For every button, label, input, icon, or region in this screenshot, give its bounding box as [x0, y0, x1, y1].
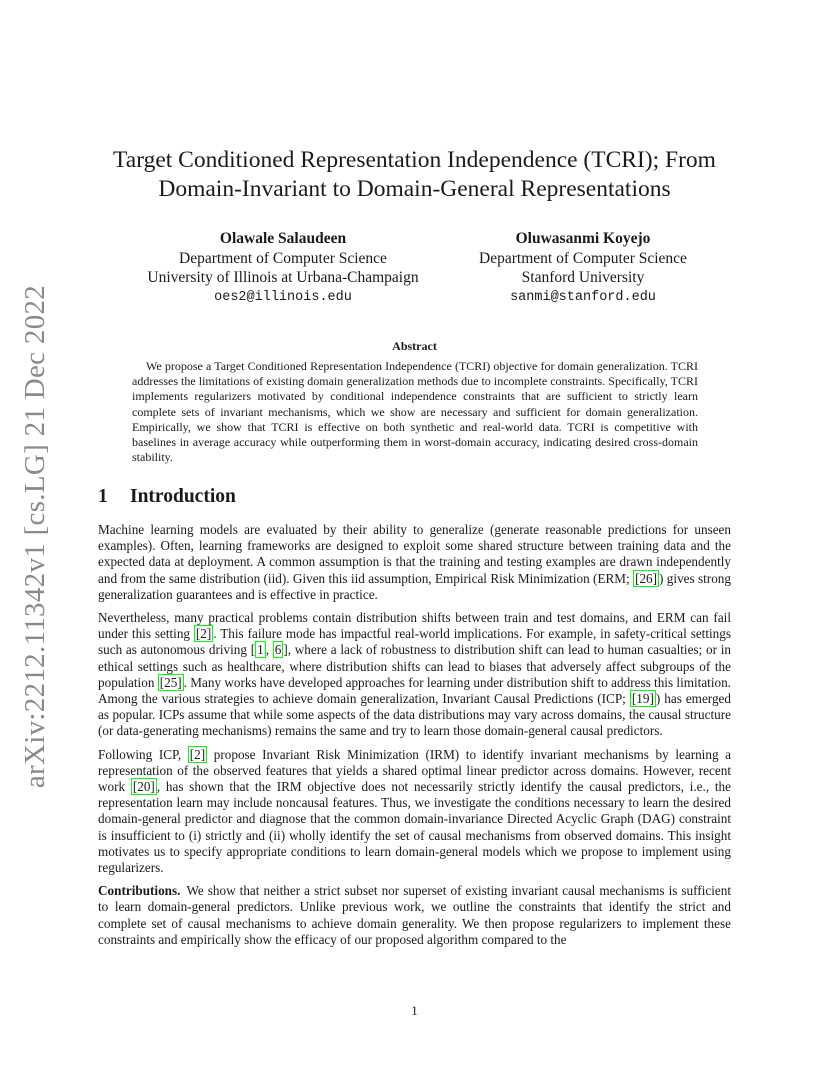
author-name: Olawale Salaudeen	[219, 230, 347, 247]
page-number: 1	[411, 1003, 418, 1018]
author-name: Oluwasanmi Koyejo	[515, 230, 651, 247]
author-department: Department of Computer Science	[479, 249, 687, 267]
paragraph-3	[98, 747, 731, 877]
title-line-1: Target Conditioned Representation Independence (TCRI); From	[113, 147, 716, 173]
author-1	[123, 229, 443, 307]
paragraph-lead: Contributions.	[98, 883, 181, 899]
paragraph-4	[98, 883, 731, 948]
author-email[interactable]: oes2@illinois.edu	[214, 289, 352, 305]
text-run: Machine learning models are evaluated by their ability to generalize (generate reasonable predictions for unseen examples). Often, learning frameworks are designed to exploit some shared structure between training data and the expected data at deployment. A common assumption is that the training and testing examples are drawn independently and from the same distribution (iid). Given this iid assumption, Empirical Risk Minimization (ERM;	[98, 522, 731, 586]
text-run: We show that neither a strict subset nor superset of existing invariant causal mechanisms is sufficient to learn domain-general predictors. Unlike previous work, we outline the constraints that identify the strict and complete set of causal mechanisms to achieve domain generality. We then propose regularizers to implement these constraints and empirically show the efficacy of our proposed algorithm compared to the	[98, 883, 731, 947]
text-run: . This failure mode has impactful real-world implications. For example, in safety-critical settings such as autonomous driving [	[98, 626, 731, 658]
paper-title	[88, 146, 741, 204]
citation-link[interactable]: 6	[274, 642, 282, 658]
arxiv-stamp-text: arXiv:2212.11342v1 [cs.LG] 21 Dec 2022	[19, 284, 52, 788]
paragraph-2	[98, 610, 731, 740]
section-number: 1	[98, 486, 108, 507]
citation-link[interactable]: [25]	[159, 674, 182, 690]
abstract-body: We propose a Target Conditioned Representation Independence (TCRI) objective for domain generalization. TCRI addresses the limitations of existing domain generalization methods due to incomplete constraints. Specifically, TCRI implements regularizers motivated by conditional independence constraints that are sufficient to strictly learn complete sets of invariant mechanisms, which we show are necessary and sufficient for domain generalization. Empirically, we show that TCRI is effective on both synthetic and real-world data. TCRI is competitive with baselines in average accuracy while outperforming them in worst-domain accuracy, indicating desired cross-domain stability.	[132, 359, 698, 465]
text-run: ) gives strong generalization guarantees and is effective in practice.	[98, 570, 731, 602]
text-run: ) has emerged as popular. ICPs assume that while some aspects of the data distributions may vary across domains, the causal structure (or data-generating mechanisms) remains the same and try to learn those domain-general causal predictors.	[98, 691, 731, 739]
introduction-body	[98, 522, 731, 955]
citation-link[interactable]: [26]	[635, 570, 658, 586]
citation-link[interactable]: [19]	[631, 691, 654, 707]
citation-link[interactable]: [2]	[189, 746, 206, 762]
arxiv-identifier-stamp	[14, 0, 58, 1072]
author-2	[453, 229, 713, 307]
author-department: Department of Computer Science	[179, 249, 387, 267]
text-run: , has shown that the IRM objective does not necessarily strictly identify the causal predictors, i.e., the representation learn may include noncausal features. Thus, we investigate the conditions necessary to learn the desired domain-general predictor and diagnose that the common domain-invariance Directed Acyclic Graph (DAG) constraint is insufficient to (i) strictly and (ii) wholly identify the set of causal mechanisms from observed domains. This insight motivates us to specify appropriate conditions to learn domain-general models which we propose to implement using regularizers.	[98, 779, 731, 876]
citation-link[interactable]: [20]	[132, 779, 155, 795]
text-run: Following ICP,	[98, 746, 188, 762]
paragraph-1	[98, 522, 731, 603]
section-heading	[98, 486, 236, 508]
abstract-heading: Abstract	[392, 339, 437, 353]
text-run: . Many works have developed approaches for learning under distribution shift to address this limitation. Among the various strategies to achieve domain generalization, Invariant Causal Predictions (ICP;	[98, 674, 731, 707]
section-title: Introduction	[130, 486, 236, 507]
title-line-2: Domain-Invariant to Domain-General Representations	[158, 176, 671, 202]
text-run: propose Invariant Risk Minimization (IRM) to identify invariant mechanisms by learning a representation of the observed features that yields a shared optimal linear predictor across domains. However, recent work	[98, 746, 731, 795]
text-run: Nevertheless, many practical problems contain distribution shifts between train and test domains, and ERM can fail under this setting	[98, 610, 731, 642]
author-affiliation: University of Illinois at Urbana-Champaign	[147, 269, 419, 286]
citation-link[interactable]: [2]	[195, 626, 212, 642]
text-run: ], where a lack of robustness to distribution shift can lead to human casualties; or in ethical settings such as healthcare, where distribution shifts can lead to biases that adversely affect subgroups of the population	[98, 642, 731, 690]
citation-link[interactable]: 1	[257, 642, 264, 658]
text-run: ,	[265, 642, 273, 658]
author-email[interactable]: sanmi@stanford.edu	[510, 289, 656, 305]
paper-page	[98, 0, 731, 1072]
author-affiliation: Stanford University	[521, 269, 645, 286]
